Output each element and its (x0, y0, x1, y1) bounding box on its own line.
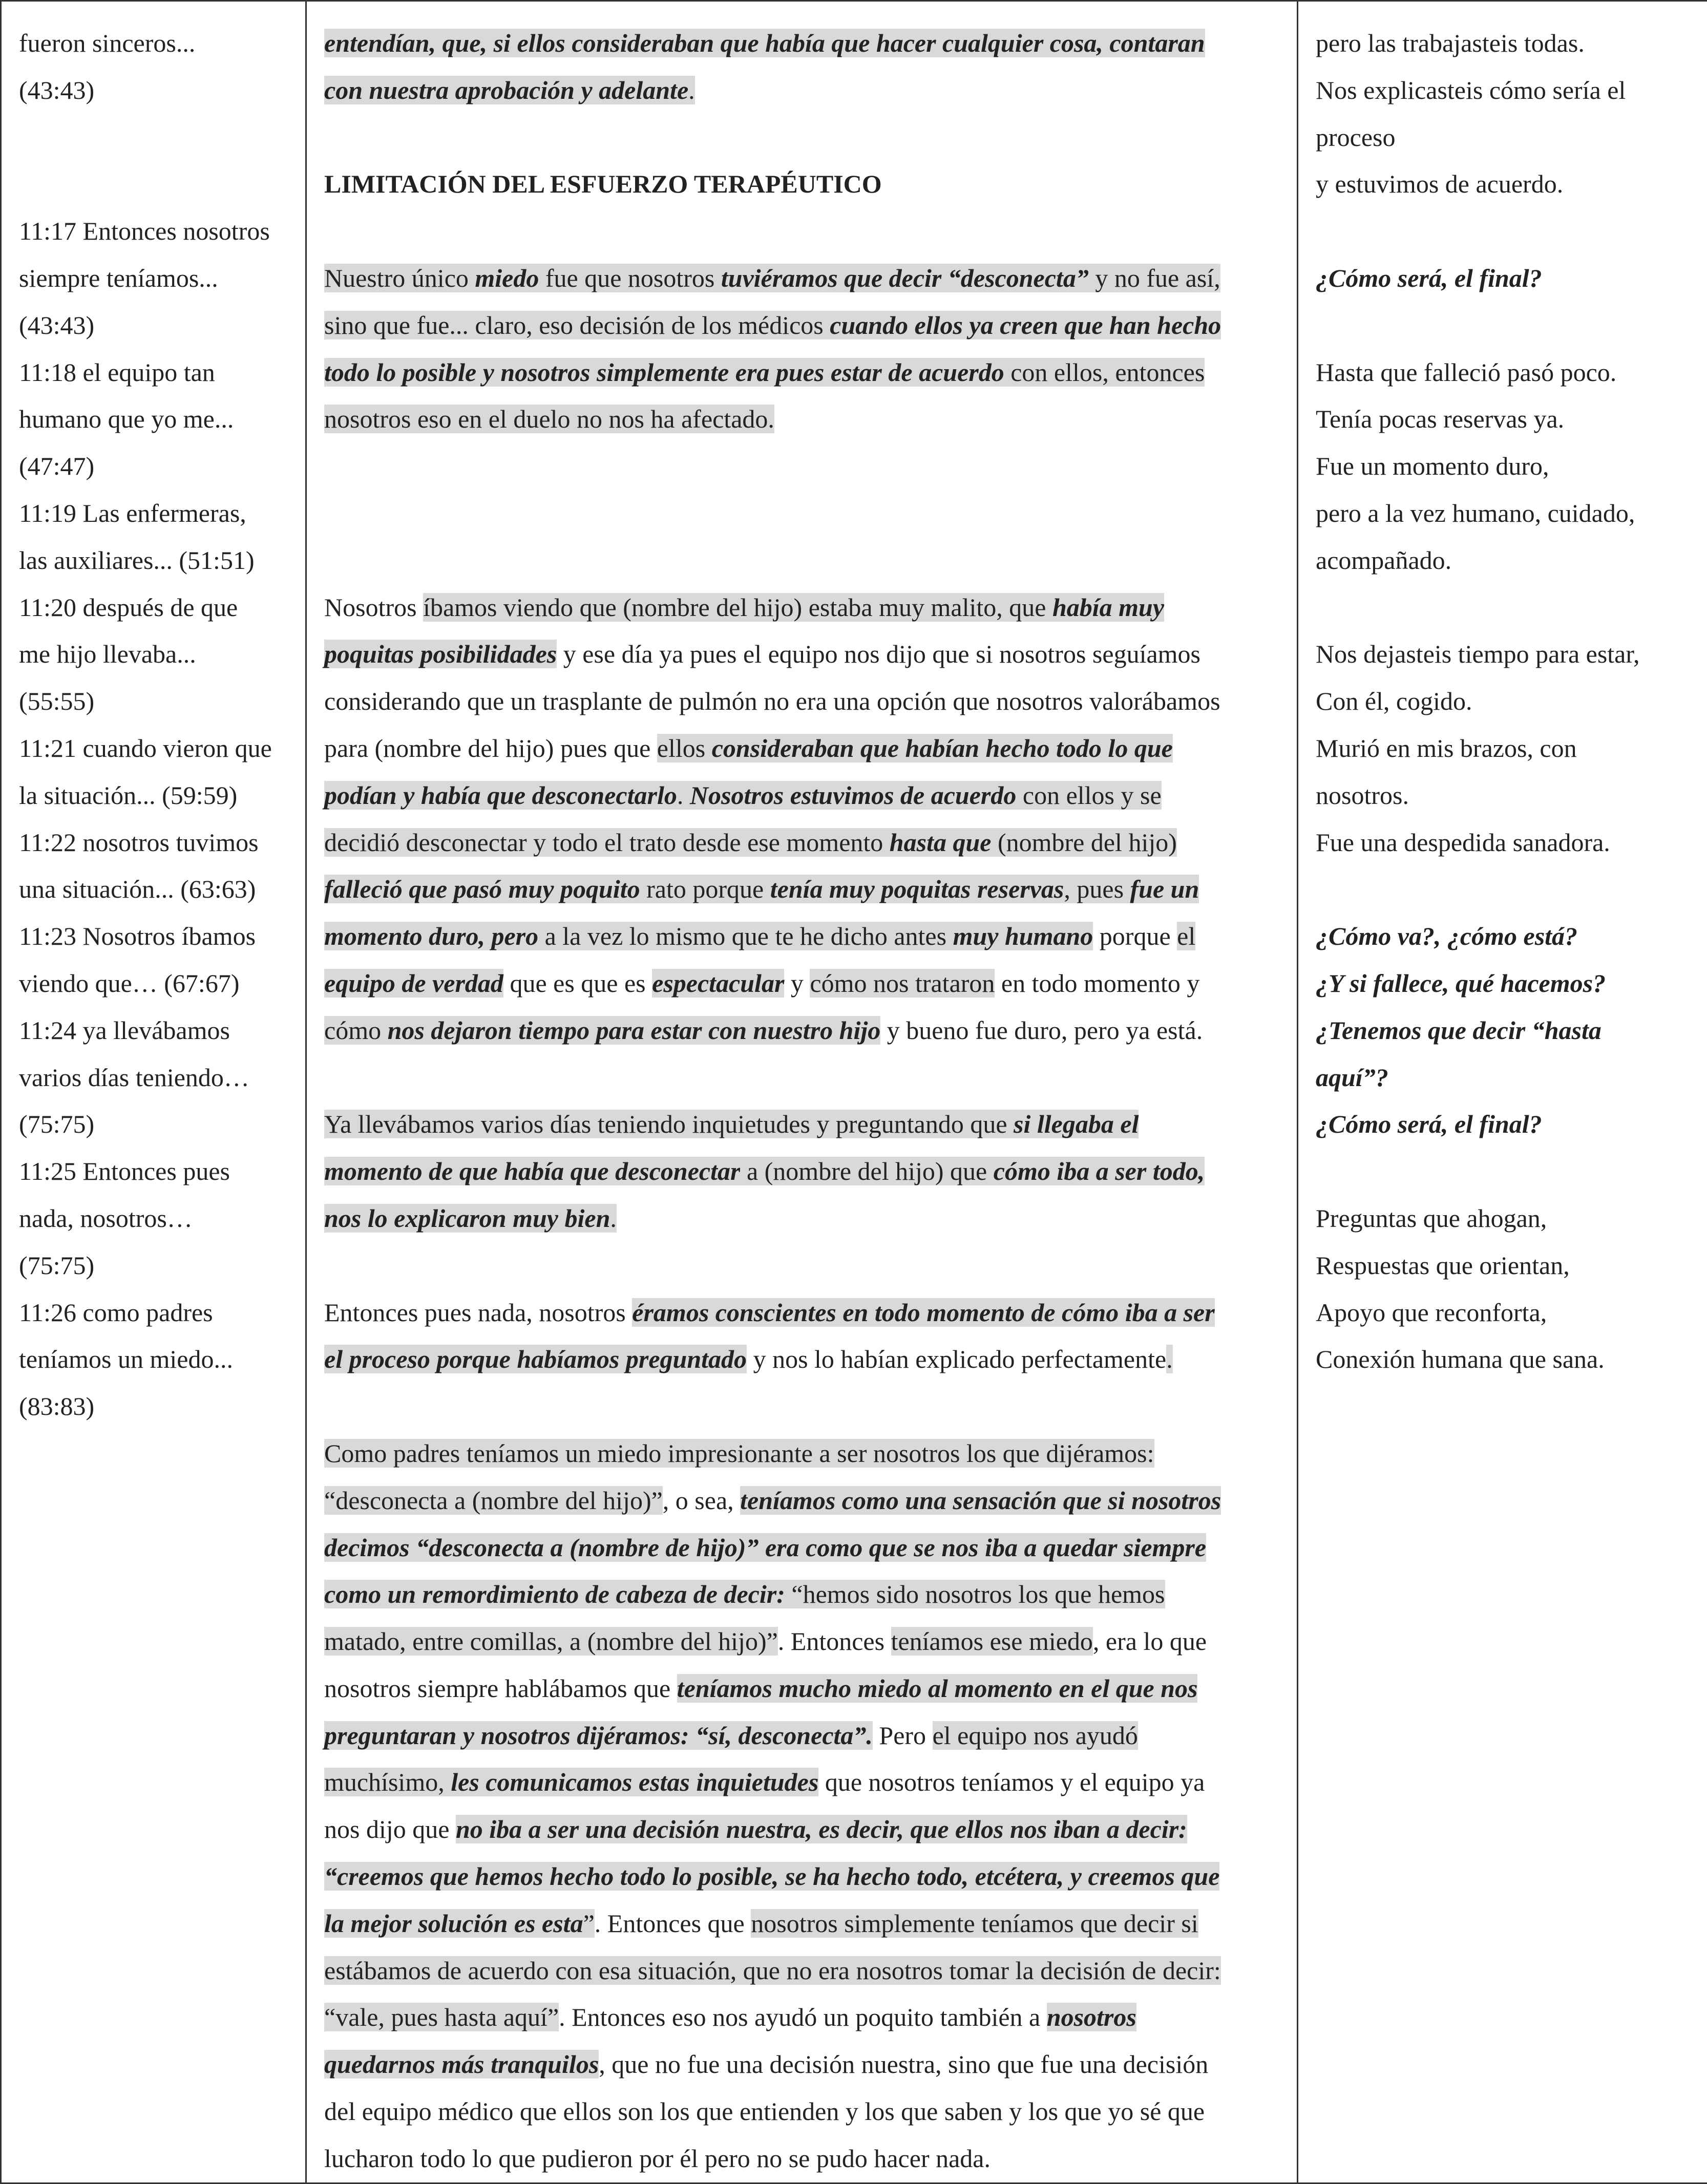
highlighted-text: . (1166, 1345, 1173, 1373)
code-line: 11:19 Las enfermeras, (19, 490, 288, 537)
highlighted-quote: muy humano (953, 922, 1093, 950)
highlighted-text: fue que nosotros (539, 264, 721, 292)
plain-text: , o sea, (663, 1486, 740, 1515)
plain-text: y nos lo habían explicado perfectamente (747, 1345, 1166, 1373)
highlighted-quote: como un remordimiento de cabeza de decir: (324, 1580, 785, 1608)
highlighted-quote: el proceso porque habíamos preguntado (324, 1345, 747, 1373)
poem-line: nosotros. (1316, 772, 1690, 819)
left-column-codes (1, 1, 306, 2183)
code-line: 11:20 después de que (19, 584, 288, 631)
transcript-line (324, 819, 1279, 866)
highlighted-quote: “creemos que hemos hecho todo lo posible, se ha hecho todo, etcétera, y creemos que (324, 1862, 1219, 1891)
highlighted-text: estábamos de acuerdo con esa situación, que no era nosotros tomar la decisión de decir: (324, 1956, 1221, 1985)
spacer (324, 443, 1279, 490)
highlighted-text: (nombre del hijo) (991, 828, 1176, 857)
poem-line: Tenía pocas reservas ya. (1316, 396, 1690, 443)
intro-end: . (688, 76, 695, 104)
poem-line: pero las trabajasteis todas. (1316, 20, 1690, 67)
highlighted-text: ellos (657, 734, 712, 762)
poem-line (1316, 584, 1690, 631)
poem-line (1316, 866, 1690, 913)
transcript-line (324, 725, 1279, 772)
code-line: 11:25 Entonces pues (19, 1148, 288, 1195)
plain-text: del equipo médico que ellos son los que entienden y los que saben y los que yo sé que (324, 2097, 1205, 2126)
transcript-line (324, 1947, 1279, 1995)
code-line (19, 114, 288, 161)
highlighted-text: el equipo nos ayudó (933, 1721, 1138, 1750)
poem-line: Fue un momento duro, (1316, 443, 1690, 490)
highlighted-text: cómo nos trataron (810, 969, 995, 998)
transcript-line (324, 1195, 1279, 1242)
transcript-line (324, 772, 1279, 819)
highlighted-text: ” (583, 1909, 595, 1938)
code-line: humano que yo me... (19, 396, 288, 443)
transcript-line (324, 1712, 1279, 1759)
highlighted-quote: hasta que (890, 828, 992, 857)
highlighted-text: Ya llevábamos varios días teniendo inquietudes y preguntando que (324, 1110, 1014, 1138)
highlighted-quote: decimos “desconecta a (nombre de hijo)” era como que se nos iba a quedar siempre (324, 1533, 1206, 1562)
poem-line: Hasta que falleció pasó poco. (1316, 349, 1690, 396)
code-line: (55:55) (19, 678, 288, 725)
highlighted-text: con ellos, entonces (1004, 358, 1205, 387)
poem-line: ¿Y si fallece, qué hacemos? (1316, 960, 1690, 1007)
right-column-poem (1298, 1, 1707, 2183)
code-line: (47:47) (19, 443, 288, 490)
code-line: me hijo llevaba... (19, 631, 288, 678)
highlighted-text: Nuestro único (324, 264, 475, 292)
plain-text: considerando que un trasplante de pulmón no era una opción que nosotros valorábamos (324, 687, 1220, 715)
plain-text: Entonces pues nada, nosotros (324, 1298, 632, 1327)
spacer (324, 208, 1279, 255)
transcript-line (324, 1900, 1279, 1947)
highlighted-text: a la vez lo mismo que te he dicho antes (538, 922, 953, 950)
plain-text: . Entonces que (595, 1909, 751, 1938)
highlighted-text: . (610, 1204, 617, 1233)
transcript-line (324, 302, 1279, 349)
code-line: teníamos un miedo... (19, 1336, 288, 1383)
table-row (1, 1, 1707, 2183)
code-line: varios días teniendo… (19, 1054, 288, 1101)
code-line: (83:83) (19, 1383, 288, 1430)
plain-text: . Entonces eso nos ayudó un poquito también a (559, 2003, 1047, 2031)
transcript-line (324, 1007, 1279, 1054)
poem-line: Nos explicasteis cómo sería el (1316, 67, 1690, 114)
plain-text: que nosotros teníamos y el equipo ya (818, 1768, 1205, 1796)
code-line: 11:18 el equipo tan (19, 349, 288, 396)
poem-line: proceso (1316, 114, 1690, 161)
transcript-line (324, 866, 1279, 913)
poem-line (1316, 208, 1690, 255)
highlighted-text: cómo (324, 1016, 388, 1045)
highlighted-quote: consideraban que habían hecho todo lo que (712, 734, 1173, 762)
transcript-line (324, 1477, 1279, 1524)
poem-line: ¿Cómo será, el final? (1316, 255, 1690, 302)
section-heading: LIMITACIÓN DEL ESFUERZO TERAPÉUTICO (324, 161, 1279, 208)
poem-line: Respuestas que orientan, (1316, 1242, 1690, 1289)
code-line: (43:43) (19, 67, 288, 114)
transcript-line (324, 1148, 1279, 1195)
plain-text: que es que es (503, 969, 652, 998)
highlighted-text: nosotros simplemente teníamos que decir si (751, 1909, 1198, 1938)
code-line: fueron sinceros... (19, 20, 288, 67)
plain-text: , que no fue una decisión nuestra, sino que fue una decisión (599, 2050, 1208, 2079)
highlighted-text: a (nombre del hijo) que (740, 1157, 993, 1185)
code-line: (43:43) (19, 302, 288, 349)
highlighted-quote: poquitas posibilidades (324, 640, 557, 668)
transcript-line (324, 1618, 1279, 1665)
poem-line: acompañado. (1316, 537, 1690, 584)
poem-line (1316, 302, 1690, 349)
code-line: (75:75) (19, 1242, 288, 1289)
transcript-line (324, 1101, 1279, 1148)
code-line: 11:17 Entonces nosotros (19, 208, 288, 255)
plain-text: . Entonces (778, 1627, 891, 1656)
transcript-line (324, 631, 1279, 678)
code-line: 11:21 cuando vieron que (19, 725, 288, 772)
transcript-line (324, 678, 1279, 725)
highlighted-quote: teníamos mucho miedo al momento en el que nos (677, 1674, 1198, 1703)
plain-text: y ese día ya pues el equipo nos dijo que si nosotros seguíamos (557, 640, 1200, 668)
highlighted-quote: teníamos como una sensación que si nosotros (740, 1486, 1221, 1515)
poem-line: ¿Cómo será, el final? (1316, 1101, 1690, 1148)
highlighted-quote: cómo iba a ser todo, (994, 1157, 1205, 1185)
transcript-line (324, 1806, 1279, 1853)
plain-text: Nosotros (324, 593, 423, 622)
transcript-line (324, 584, 1279, 631)
plain-text: en todo momento y (995, 969, 1199, 998)
highlighted-quote: quedarnos más tranquilos (324, 2050, 599, 2079)
highlighted-text: decidió desconectar y todo el trato desde ese momento (324, 828, 890, 857)
intro-text-2: con nuestra aprobación y adelante (324, 76, 688, 104)
poem-line: ¿Tenemos que decir “hasta (1316, 1007, 1690, 1054)
plain-text: lucharon todo lo que pudieron por él pero no se pudo hacer nada. (324, 2144, 991, 2173)
code-line: siempre teníamos... (19, 255, 288, 302)
highlighted-text: “vale, pues hasta aquí” (324, 2003, 559, 2031)
code-line: 11:26 como padres (19, 1289, 288, 1337)
highlighted-quote: todo lo posible y nosotros simplemente era pues estar de acuerdo (324, 358, 1004, 387)
transcript-line (324, 1994, 1279, 2041)
highlighted-quote: tuviéramos que decir “desconecta” (721, 264, 1089, 292)
highlighted-quote: no iba a ser una decisión nuestra, es decir, que ellos nos iban a decir: (456, 1815, 1187, 1843)
highlighted-text: decisión de los médicos (579, 311, 830, 340)
poem-line: Murió en mis brazos, con (1316, 725, 1690, 772)
highlighted-quote: fue un (1130, 875, 1199, 903)
plain-text: y bueno fue duro, pero ya está. (880, 1016, 1203, 1045)
highlighted-quote: equipo de verdad (324, 969, 503, 998)
transcript-line (324, 1571, 1279, 1618)
highlighted-text: “hemos sido nosotros los que hemos (785, 1580, 1165, 1608)
highlighted-quote: preguntaran y nosotros dijéramos: “sí, desconecta”. (324, 1721, 873, 1750)
highlighted-quote: nos lo explicaron muy bien (324, 1204, 610, 1233)
paragraph-4 (324, 1289, 1279, 1384)
plain-text: y (784, 969, 810, 998)
highlighted-quote: espectacular (652, 969, 784, 998)
highlighted-quote: les comunicamos estas inquietudes (451, 1768, 818, 1796)
transcript-line (324, 960, 1279, 1007)
highlighted-quote: miedo (475, 264, 539, 292)
transcript-line (324, 1853, 1279, 1900)
paragraph-5 (324, 1430, 1279, 2182)
spacer (324, 537, 1279, 584)
plain-text: Pero (873, 1721, 933, 1750)
highlighted-text: teníamos ese miedo (891, 1627, 1093, 1656)
transcript-line (324, 1759, 1279, 1806)
plain-text: para (nombre del hijo) pues que (324, 734, 657, 762)
highlighted-quote: nosotros (1047, 2003, 1136, 2031)
highlighted-text: el (1177, 922, 1195, 950)
highlighted-text: Como padres teníamos un miedo impresionante a ser nosotros los que dijéramos: (324, 1439, 1154, 1468)
transcript-line (324, 2041, 1279, 2088)
transcript-line (324, 255, 1279, 302)
poem-line: Con él, cogido. (1316, 678, 1690, 725)
spacer (324, 1242, 1279, 1289)
poem-line: Conexión humana que sana. (1316, 1336, 1690, 1383)
transcript-line (324, 913, 1279, 960)
highlighted-text: con ellos y se (1016, 781, 1161, 810)
code-line: nada, nosotros… (19, 1195, 288, 1242)
transcript-line (324, 1336, 1279, 1383)
transcript-line (324, 349, 1279, 396)
paragraph-1 (324, 255, 1279, 443)
code-line: una situación... (63:63) (19, 866, 288, 913)
transcript-line (324, 1430, 1279, 1477)
highlighted-quote: podían y había que desconectarlo (324, 781, 677, 810)
plain-text: nos dijo que (324, 1815, 456, 1843)
code-line (19, 161, 288, 208)
highlighted-quote: si llegaba el (1014, 1110, 1139, 1138)
poem-line: Fue una despedida sanadora. (1316, 819, 1690, 866)
spacer (324, 490, 1279, 537)
intro-line-1 (324, 20, 1279, 67)
paragraph-2 (324, 584, 1279, 1054)
highlighted-quote: momento de que había que desconectar (324, 1157, 740, 1185)
poem-line: Preguntas que ahogan, (1316, 1195, 1690, 1242)
code-line: 11:24 ya llevábamos (19, 1007, 288, 1054)
code-line: 11:22 nosotros tuvimos (19, 819, 288, 866)
paragraph-3 (324, 1101, 1279, 1242)
highlighted-text: nosotros eso en el duelo no nos ha afectado. (324, 405, 774, 433)
spacer (324, 1054, 1279, 1101)
highlighted-text: muchísimo, (324, 1768, 451, 1796)
transcript-line (324, 396, 1279, 443)
highlighted-text: íbamos viendo que (nombre del hijo) estaba muy malito, que (423, 593, 1052, 622)
intro-text-1: entendían, que, si ellos consideraban que había que hacer cualquier cosa, contaran (324, 29, 1205, 57)
highlighted-quote: Nosotros estuvimos de acuerdo (690, 781, 1017, 810)
poem-line: pero a la vez humano, cuidado, (1316, 490, 1690, 537)
code-line: (75:75) (19, 1101, 288, 1148)
code-line: las auxiliares... (51:51) (19, 537, 288, 584)
highlighted-text: , pues (1064, 875, 1130, 903)
highlighted-quote: momento duro, pero (324, 922, 538, 950)
middle-column-transcript (306, 1, 1298, 2183)
intro-line-2 (324, 67, 1279, 114)
highlighted-quote: falleció que pasó muy poquito (324, 875, 640, 903)
poem-line (1316, 1148, 1690, 1195)
highlighted-quote: cuando ellos ya creen que han hecho (830, 311, 1221, 340)
highlighted-text: matado, entre comillas, a (nombre del hijo)” (324, 1627, 778, 1656)
poem-line: y estuvimos de acuerdo. (1316, 161, 1690, 208)
transcript-line (324, 2088, 1279, 2135)
code-line: viendo que… (67:67) (19, 960, 288, 1007)
code-line: la situación... (59:59) (19, 772, 288, 819)
transcript-line (324, 1665, 1279, 1712)
plain-text: porque (1093, 922, 1177, 950)
highlighted-text: y no fue así, (1089, 264, 1220, 292)
highlighted-quote: había muy (1052, 593, 1164, 622)
highlighted-quote: nos dejaron tiempo para estar con nuestro hijo (388, 1016, 881, 1045)
plain-text: , era lo que (1093, 1627, 1207, 1656)
poem-line: Nos dejasteis tiempo para estar, (1316, 631, 1690, 678)
code-line: 11:23 Nosotros íbamos (19, 913, 288, 960)
transcript-line (324, 1524, 1279, 1572)
poem-line: ¿Cómo va?, ¿cómo está? (1316, 913, 1690, 960)
highlighted-text: sino que fue... claro, eso (324, 311, 579, 340)
highlighted-text: . (677, 781, 690, 810)
highlighted-quote: la mejor solución es esta (324, 1909, 583, 1938)
spacer (324, 1383, 1279, 1430)
highlighted-text: “desconecta a (nombre del hijo)” (324, 1486, 663, 1515)
highlighted-quote: éramos conscientes en todo momento de cómo iba a ser (632, 1298, 1214, 1327)
highlighted-text: rato porque (640, 875, 770, 903)
poem-line: Apoyo que reconforta, (1316, 1289, 1690, 1337)
highlighted-quote: tenía muy poquitas reservas (770, 875, 1064, 903)
spacer (324, 114, 1279, 161)
transcript-line (324, 1289, 1279, 1337)
poem-line: aquí”? (1316, 1054, 1690, 1101)
plain-text: nosotros siempre hablábamos que (324, 1674, 677, 1703)
